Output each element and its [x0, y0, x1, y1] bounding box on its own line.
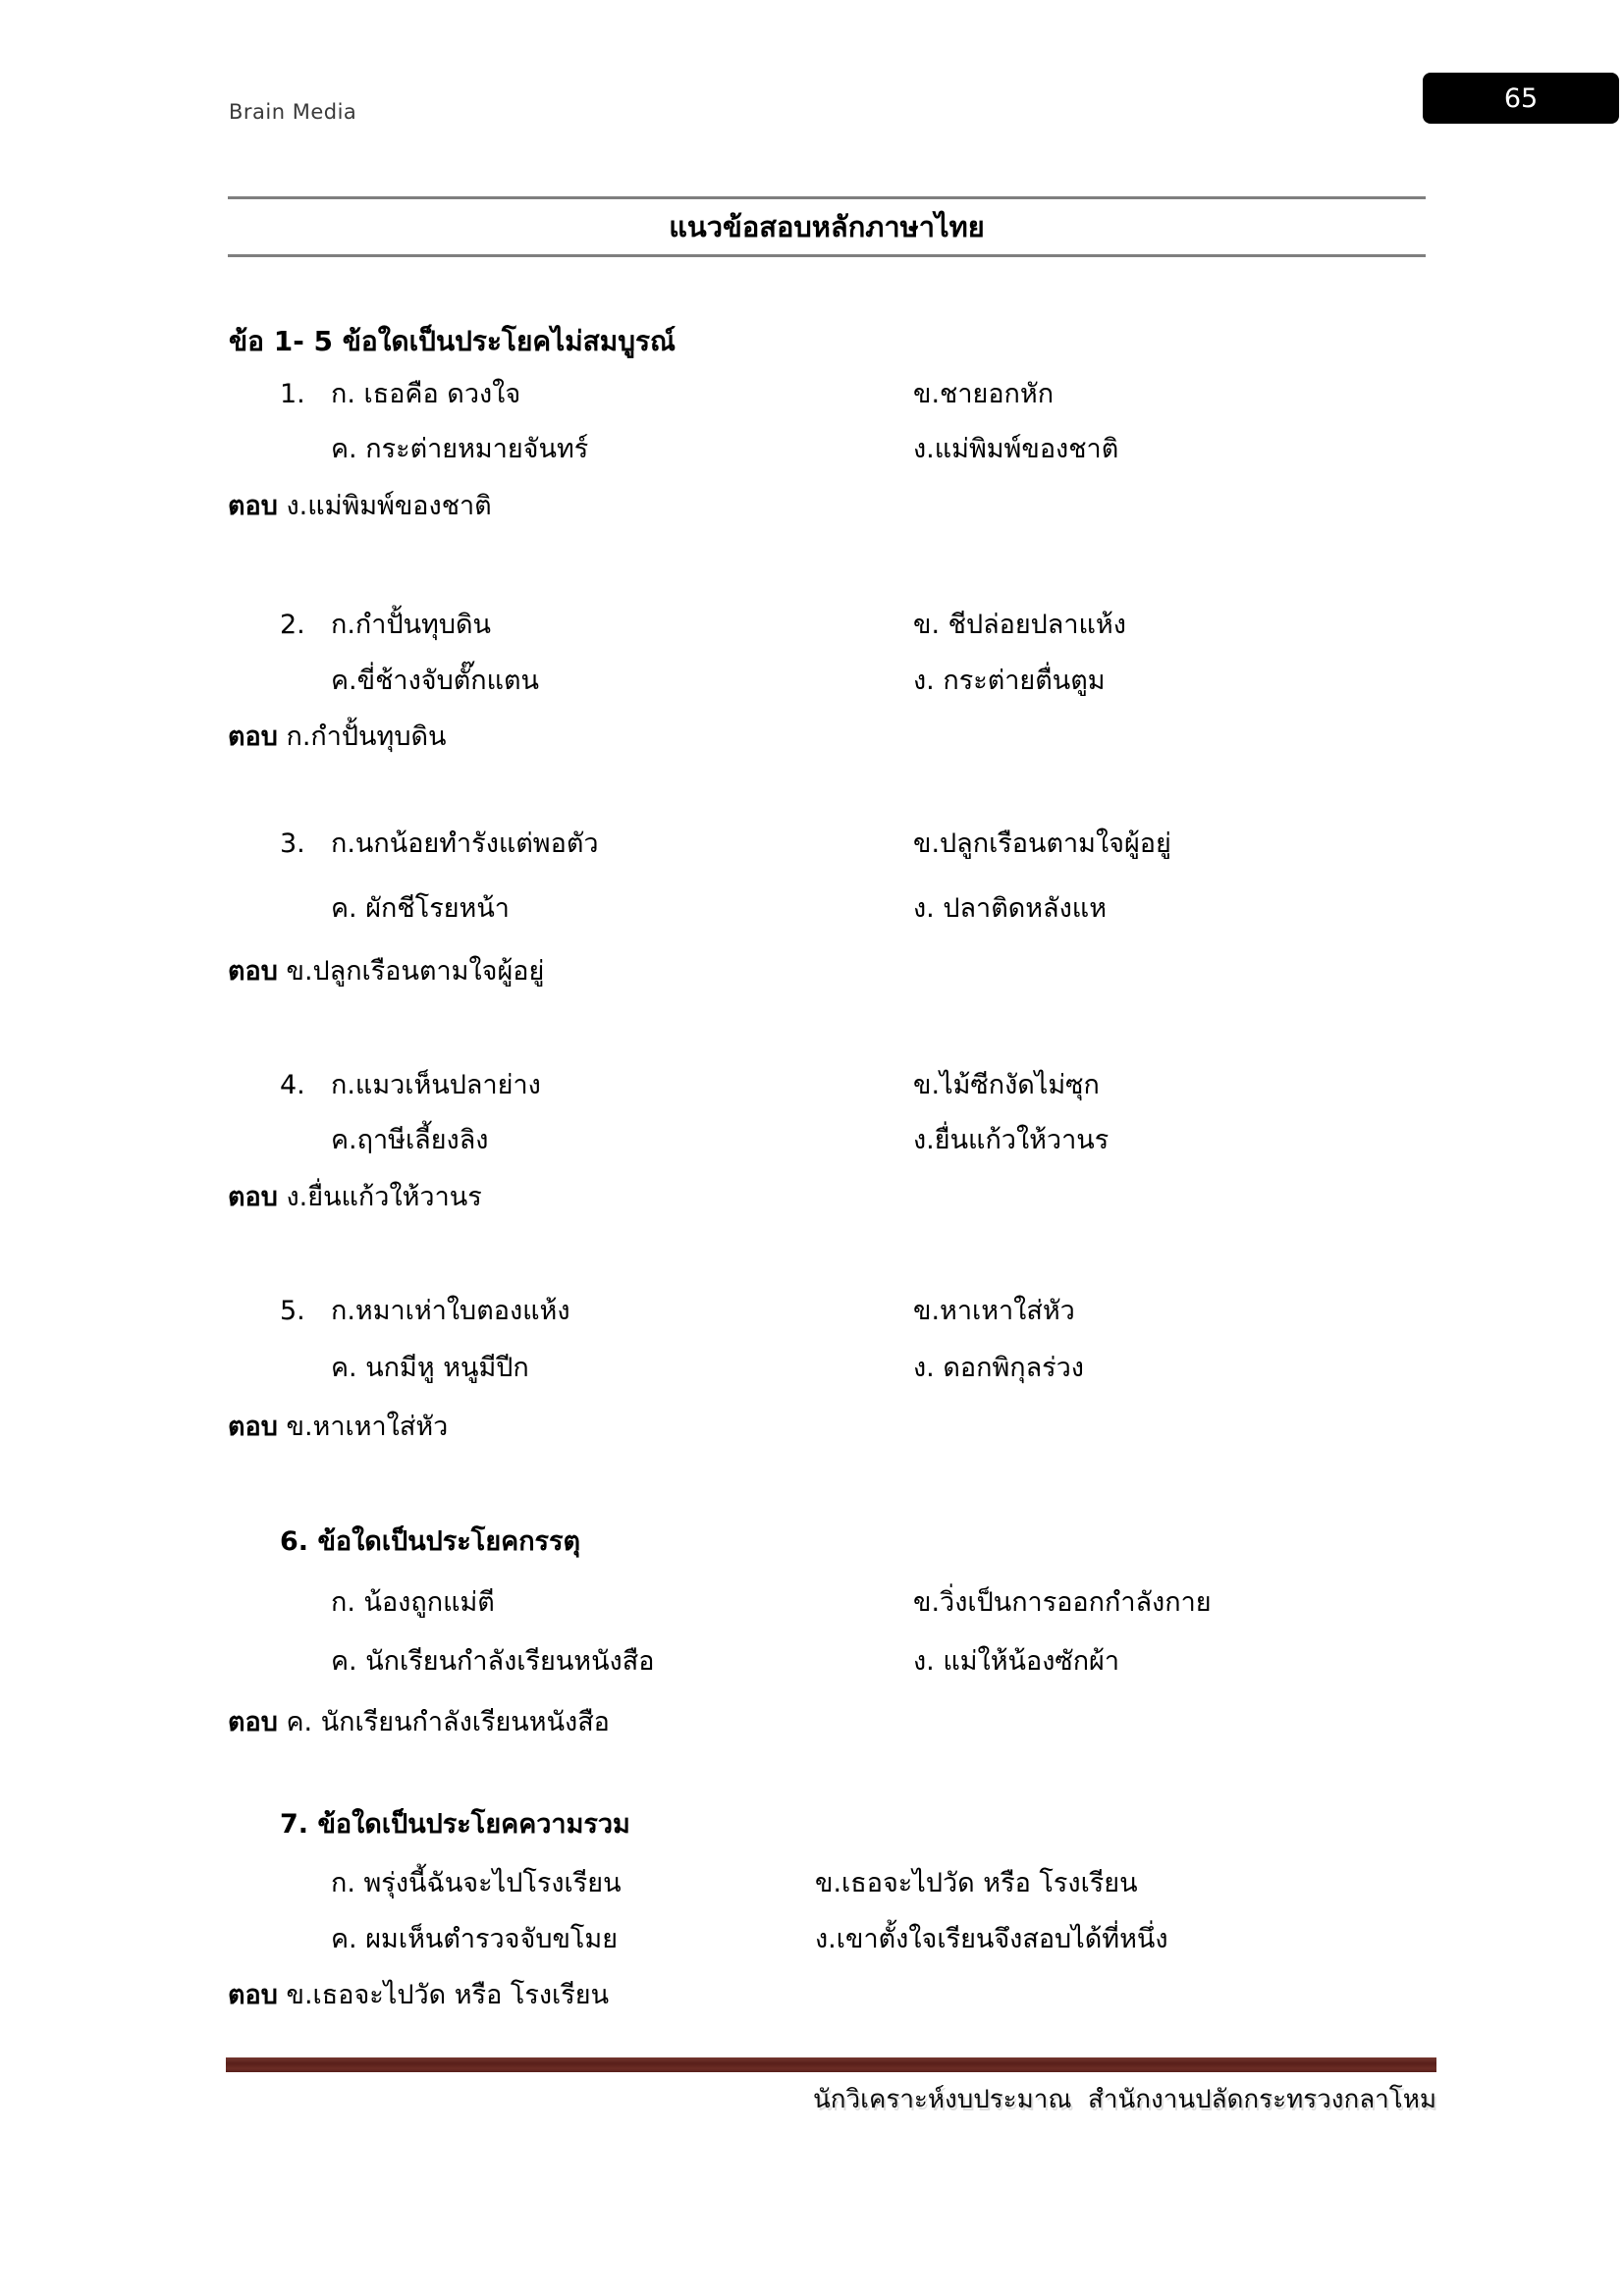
answer-row: [228, 950, 1504, 993]
answer-row: [228, 716, 1504, 759]
option-right: ข.ชายอกหัก: [913, 379, 1055, 409]
option-left: ก. พรุ่งนี้ฉันจะไปโรงเรียน: [331, 1868, 622, 1898]
title-rule-top: [228, 196, 1426, 199]
option-left: ก.หมาเห่าใบตองแห้ง: [331, 1296, 570, 1326]
option-right: ง.แม่พิมพ์ของชาติ: [913, 434, 1119, 464]
option-row: [228, 823, 1504, 866]
option-row: [228, 428, 1504, 471]
option-row: [228, 1581, 1504, 1625]
option-right: ข.หาเหาใส่หัว: [913, 1296, 1075, 1326]
answer-text: ง.แม่พิมพ์ของชาติ: [286, 491, 492, 521]
page-number-badge: [1423, 73, 1619, 124]
option-row: [228, 887, 1504, 931]
option-right: ง. แม่ให้น้องซักผ้า: [913, 1646, 1120, 1677]
option-left: ค. ผักชีโรยหน้า: [331, 893, 510, 924]
answer-label: ตอบ: [228, 1412, 278, 1442]
answer-text: ข.ปลูกเรือนตามใจผู้อยู่: [286, 956, 545, 987]
question-number: 5.: [280, 1296, 305, 1326]
option-left: ค. นกมีหู หนูมีปีก: [331, 1353, 529, 1383]
footer-text: นักวิเคราะห์งบประมาณ สำนักงานปลัดกระทรวงกลาโหม: [812, 2085, 1436, 2114]
question-prompt: ข้อใดเป็นประโยคกรรตุ: [317, 1526, 581, 1557]
question-prompt-row: [280, 1803, 1556, 1846]
answer-label: ตอบ: [228, 1980, 278, 2010]
option-right: ข.ไม้ซีกงัดไม่ซุก: [913, 1070, 1100, 1100]
answer-text: ค. นักเรียนกำลังเรียนหนังสือ: [286, 1707, 610, 1737]
answer-label: ตอบ: [228, 1182, 278, 1212]
option-left: ค. ผมเห็นตำรวจจับขโมย: [331, 1924, 619, 1954]
section-heading: ข้อ 1- 5 ข้อใดเป็นประโยคไม่สมบูรณ์: [229, 325, 676, 357]
option-row: [228, 373, 1504, 416]
answer-text: ข.หาเหาใส่หัว: [286, 1412, 449, 1442]
title-rule-bottom: [228, 254, 1426, 257]
brand-header: Brain Media: [229, 100, 357, 124]
option-row: [228, 1290, 1504, 1333]
option-right: ง.เขาตั้งใจเรียนจึงสอบได้ที่หนึ่ง: [815, 1924, 1168, 1954]
answer-text: ข.เธอจะไปวัด หรือ โรงเรียน: [286, 1980, 610, 2010]
answer-label: ตอบ: [228, 491, 278, 521]
option-left: ก.แมวเห็นปลาย่าง: [331, 1070, 541, 1100]
answer-row: [228, 1701, 1504, 1744]
option-row: [228, 660, 1504, 703]
question-number: 3.: [280, 828, 305, 859]
option-left: ค.ขี่ช้างจับตั๊กแตน: [331, 666, 540, 696]
answer-text: ก.กำปั้นทุบดิน: [286, 721, 447, 752]
question-prompt-row: [280, 1521, 1556, 1564]
option-right: ง. ปลาติดหลังแห: [913, 893, 1107, 924]
option-left: ก.กำปั้นทุบดิน: [331, 610, 491, 640]
option-right: ง. กระต่ายตื่นตูม: [913, 666, 1106, 696]
option-right: ข.เธอจะไปวัด หรือ โรงเรียน: [815, 1868, 1138, 1898]
answer-row: [228, 1974, 1504, 2017]
option-left: ก. เธอคือ ดวงใจ: [331, 379, 521, 409]
question-number: 4.: [280, 1070, 305, 1100]
answer-label: ตอบ: [228, 1707, 278, 1737]
option-right: ข.ปลูกเรือนตามใจผู้อยู่: [913, 828, 1171, 859]
option-right: ง.ยื่นแก้วให้วานร: [913, 1125, 1110, 1155]
option-row: [228, 1347, 1504, 1390]
question-number: 6.: [280, 1526, 309, 1557]
answer-text: ง.ยื่นแก้วให้วานร: [286, 1182, 482, 1212]
option-right: ข. ชีปล่อยปลาแห้ง: [913, 610, 1126, 640]
question-number: 2.: [280, 610, 305, 640]
option-row: [228, 1064, 1504, 1107]
option-left: ก. น้องถูกแม่ตี: [331, 1587, 495, 1618]
question-number: 7.: [280, 1809, 309, 1840]
option-row: [228, 1119, 1504, 1162]
option-left: ก.นกน้อยทำรังแต่พอตัว: [331, 828, 599, 859]
option-row: [228, 1918, 1504, 1961]
answer-label: ตอบ: [228, 721, 278, 752]
option-right: ข.วิ่งเป็นการออกกำลังกาย: [913, 1587, 1212, 1618]
answer-row: [228, 1176, 1504, 1219]
option-row: [228, 1862, 1504, 1905]
answer-row: [228, 485, 1504, 528]
option-left: ค. นักเรียนกำลังเรียนหนังสือ: [331, 1646, 655, 1677]
page-number: 65: [1503, 82, 1539, 114]
option-row: [228, 1640, 1504, 1683]
document-title: แนวข้อสอบหลักภาษาไทย: [669, 210, 985, 243]
option-left: ค.ฤาษีเลี้ยงลิง: [331, 1125, 489, 1155]
option-row: [228, 604, 1504, 647]
answer-row: [228, 1406, 1504, 1449]
footer-bar: [226, 2057, 1436, 2072]
option-left: ค. กระต่ายหมายจันทร์: [331, 434, 589, 464]
question-number: 1.: [280, 379, 305, 409]
answer-label: ตอบ: [228, 956, 278, 987]
option-right: ง. ดอกพิกุลร่วง: [913, 1353, 1084, 1383]
question-prompt: ข้อใดเป็นประโยคความรวม: [317, 1809, 630, 1840]
